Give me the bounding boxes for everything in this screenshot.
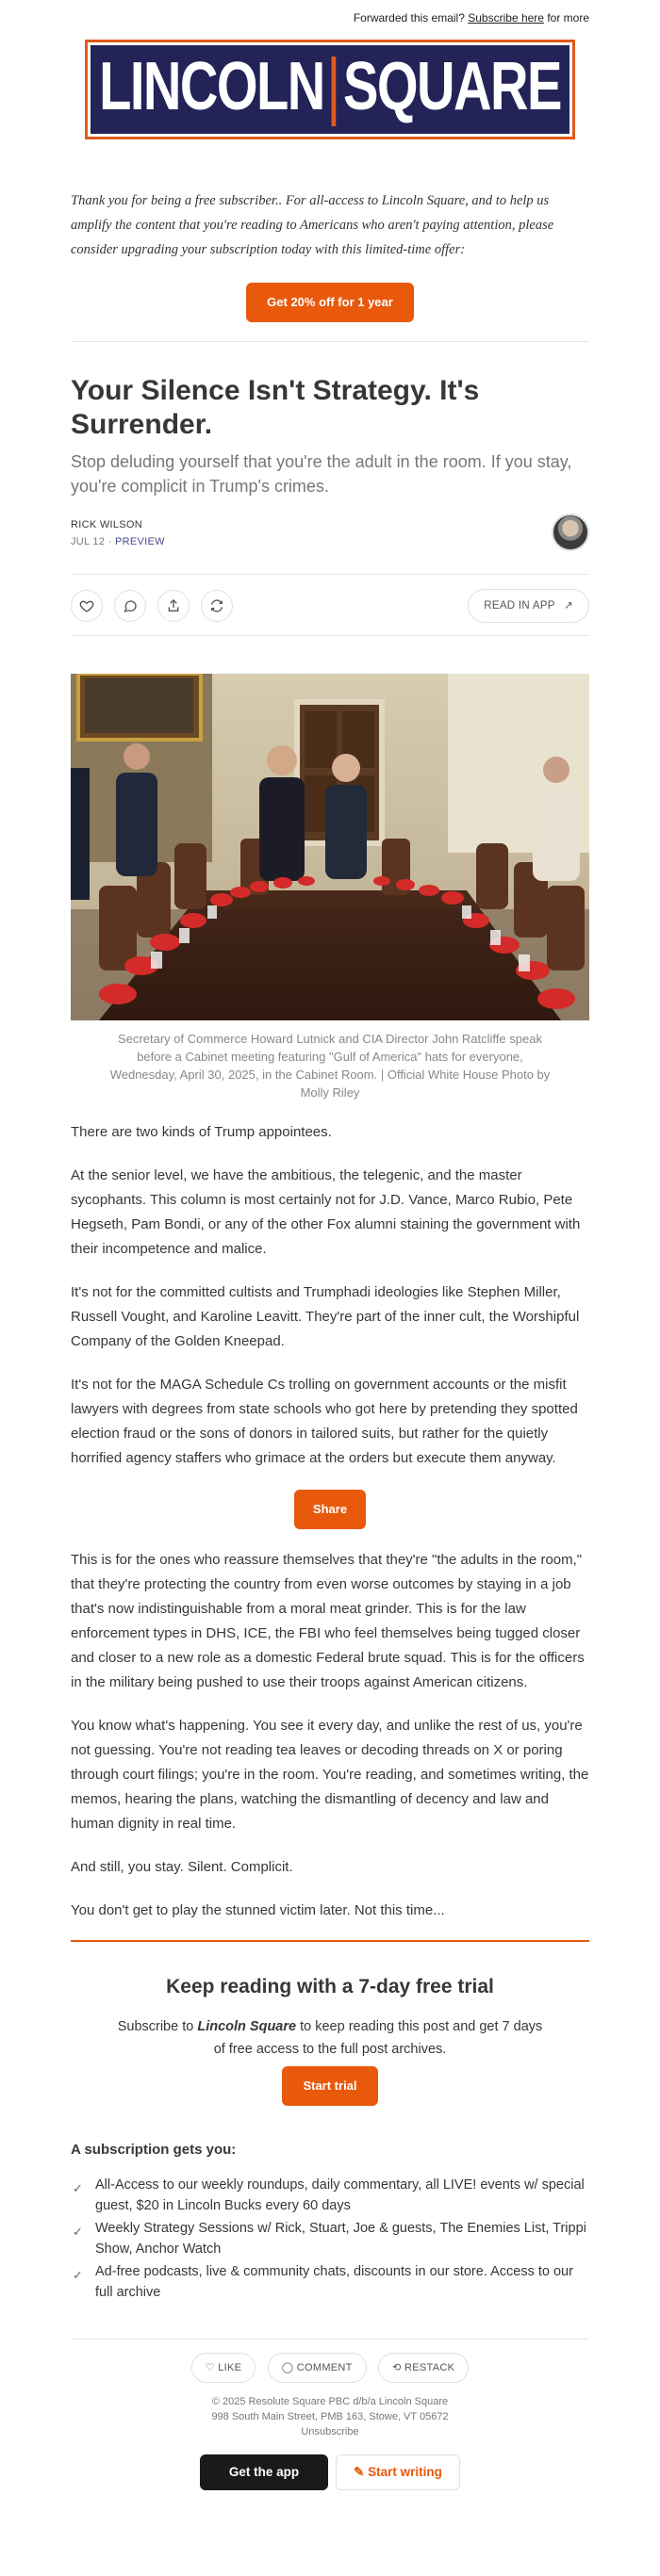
divider bbox=[71, 341, 589, 342]
forwarded-prefix: Forwarded this email? bbox=[353, 11, 465, 24]
benefit-item bbox=[71, 2175, 589, 2216]
author-name[interactable]: RICK WILSON bbox=[71, 519, 143, 530]
footer-restack-button[interactable] bbox=[378, 2353, 469, 2383]
pen-icon: ✎ bbox=[354, 2465, 365, 2479]
benefit-item bbox=[71, 2218, 589, 2259]
logo-right-word: SQUARE bbox=[343, 49, 561, 124]
forwarded-suffix: for more bbox=[547, 11, 589, 24]
post-subtitle: Stop deluding yourself that you're the adult in the room. If you stay, you're complicit in Trump's crimes. bbox=[71, 452, 572, 496]
share-button-icon[interactable] bbox=[157, 590, 190, 622]
benefits-list bbox=[71, 2175, 589, 2303]
comment-icon bbox=[123, 598, 138, 613]
post-date bbox=[71, 536, 589, 547]
start-writing-button[interactable] bbox=[336, 2454, 460, 2490]
body-paragraph: This is for the ones who reassure themselves that they're "the adults in the room," that they're protecting the country from even worse outcomes by staying in a job that's now indistinguishable from a moral meat grinder. This is for the law enforcement types in DHS, ICE, the FBI who feel themselves being tugged closer and closer to a new role as a domestic Federal brute squad. This is for the officers in the military being pushed to use their troops against American citizens. bbox=[71, 1552, 585, 1690]
read-in-app-label: READ IN APP bbox=[484, 600, 555, 611]
get-app-button[interactable]: Get the app bbox=[200, 2454, 328, 2490]
comment-icon: ◯ bbox=[281, 2362, 294, 2373]
benefit-text: All-Access to our weekly roundups, daily commentary, all LIVE! events w/ special guest, $20 in Lincoln Bucks every 60 days bbox=[95, 2177, 585, 2213]
footer-like-button[interactable] bbox=[191, 2353, 256, 2383]
photo-caption: Secretary of Commerce Howard Lutnick and CIA Director John Ratcliffe speak before a Cabinet meeting featuring "Gulf of America" hats for everyone, Wednesday, April 30, 2025, in the Cabinet Room. | Official White House Photo by Molly Riley bbox=[109, 1032, 551, 1100]
heart-icon: ♡ bbox=[205, 2362, 215, 2373]
subscription-heading: A subscription gets you: bbox=[71, 2142, 237, 2158]
cabinet-room-photo[interactable] bbox=[71, 674, 589, 1020]
paywall-cta bbox=[71, 1940, 589, 2106]
benefit-item bbox=[71, 2261, 589, 2303]
logo-separator bbox=[332, 57, 337, 126]
publication-logo[interactable] bbox=[85, 40, 575, 139]
start-trial-button[interactable]: Start trial bbox=[282, 2066, 377, 2106]
restack-label: RESTACK bbox=[404, 2362, 455, 2373]
post-body bbox=[71, 1120, 589, 1923]
body-paragraph: You know what's happening. You see it every day, and unlike the rest of us, you're not guessing. You're not reading tea leaves or decoding threads on X or poring through court filings; you're in the room. You're reading, and sometimes writing, the memos, hearing the plans, watching the dismantling of decency and law and human dignity in real time. bbox=[71, 1718, 589, 1832]
cta-heading: Keep reading with a 7-day free trial bbox=[166, 1976, 494, 1997]
benefit-text: Weekly Strategy Sessions w/ Rick, Stuart, Joe & guests, The Enemies List, Trippi Show, Anchor Watch bbox=[95, 2221, 586, 2257]
check-icon: ✓ bbox=[73, 2268, 83, 2282]
body-paragraph: There are two kinds of Trump appointees. bbox=[71, 1124, 332, 1140]
arrow-up-right-icon: ↗ bbox=[564, 600, 573, 611]
post-actions-bar bbox=[71, 574, 589, 636]
subscribe-link[interactable]: Subscribe here bbox=[468, 11, 544, 24]
body-paragraph: At the senior level, we have the ambitious, the telegenic, and the master sycophants. This column is most certainly not for J.D. Vance, Marco Rubio, Pete Hegseth, Pam Bondi, or any of the other Fox alumni staining the government with their incompetence and malice. bbox=[71, 1167, 581, 1257]
footer-comment-button[interactable] bbox=[268, 2353, 367, 2383]
share-icon bbox=[166, 598, 181, 613]
heart-icon bbox=[79, 598, 94, 613]
like-label: LIKE bbox=[218, 2362, 242, 2373]
logo-wordmark bbox=[99, 49, 561, 126]
check-icon: ✓ bbox=[73, 2225, 83, 2239]
address: 998 South Main Street, PMB 163, Stowe, VT 05672 bbox=[211, 2411, 449, 2422]
like-button[interactable] bbox=[71, 590, 103, 622]
body-paragraph: You don't get to play the stunned victim later. Not this time... bbox=[71, 1902, 445, 1918]
date-text: JUL 12 bbox=[71, 536, 106, 547]
cta-text-after: to keep reading this post and get 7 days of free access to the full post archives. bbox=[213, 2019, 543, 2057]
intro-message: Thank you for being a free subscriber.. For all-access to Lincoln Square, and to help us amplify the content that you're reading to Americans who aren't paying attention, please consider upgrading your subscription today with this limited-time offer: bbox=[71, 193, 554, 257]
forwarded-notice bbox=[71, 0, 589, 28]
check-icon: ✓ bbox=[73, 2181, 83, 2195]
comment-label: COMMENT bbox=[296, 2362, 353, 2373]
footer-actions bbox=[71, 2339, 589, 2383]
body-paragraph: And still, you stay. Silent. Complicit. bbox=[71, 1859, 293, 1875]
comment-button[interactable] bbox=[114, 590, 146, 622]
post-title[interactable]: Your Silence Isn't Strategy. It's Surrender. bbox=[71, 375, 480, 440]
body-paragraph: It's not for the committed cultists and Trumphadi ideologies like Stephen Miller, Russell Vought, and Karoline Leavitt. They're part of the inner cult, the Worshipful Company of the Golden Kneepad. bbox=[71, 1284, 580, 1349]
app-buttons bbox=[71, 2454, 589, 2490]
date-separator: · bbox=[105, 536, 115, 547]
body-paragraph: It's not for the MAGA Schedule Cs trolling on government accounts or the misfit lawyers with degrees from state schools who got here by pretending they spotted election fraud or the sons of donors in tailored suits, but rather for the quietly horrified agency staffers who grimace at the orders but execute them anyway. bbox=[71, 1377, 578, 1466]
cta-text-before: Subscribe to bbox=[117, 2019, 198, 2034]
benefit-text: Ad-free podcasts, live & community chats, discounts in our store. Access to our full archive bbox=[95, 2264, 573, 2300]
copyright: © 2025 Resolute Square PBC d/b/a Lincoln Square bbox=[211, 2396, 449, 2407]
logo-left-word: LINCOLN bbox=[99, 49, 324, 124]
start-writing-label: Start writing bbox=[368, 2465, 442, 2479]
restack-icon bbox=[209, 598, 224, 613]
footer-legal bbox=[71, 2394, 589, 2439]
cta-text bbox=[113, 2015, 547, 2061]
restack-button[interactable] bbox=[201, 590, 233, 622]
byline bbox=[71, 519, 589, 557]
restack-icon: ⟲ bbox=[392, 2362, 402, 2373]
cta-publication: Lincoln Square bbox=[197, 2019, 297, 2034]
photo-illustration bbox=[71, 674, 589, 1020]
logo-banner bbox=[91, 45, 569, 134]
read-in-app-button[interactable] bbox=[468, 589, 589, 623]
share-button[interactable]: Share bbox=[294, 1490, 366, 1529]
offer-button[interactable]: Get 20% off for 1 year bbox=[246, 283, 414, 322]
author-avatar[interactable] bbox=[552, 514, 589, 551]
preview-label: PREVIEW bbox=[114, 536, 165, 547]
unsubscribe-link[interactable]: Unsubscribe bbox=[301, 2426, 359, 2437]
